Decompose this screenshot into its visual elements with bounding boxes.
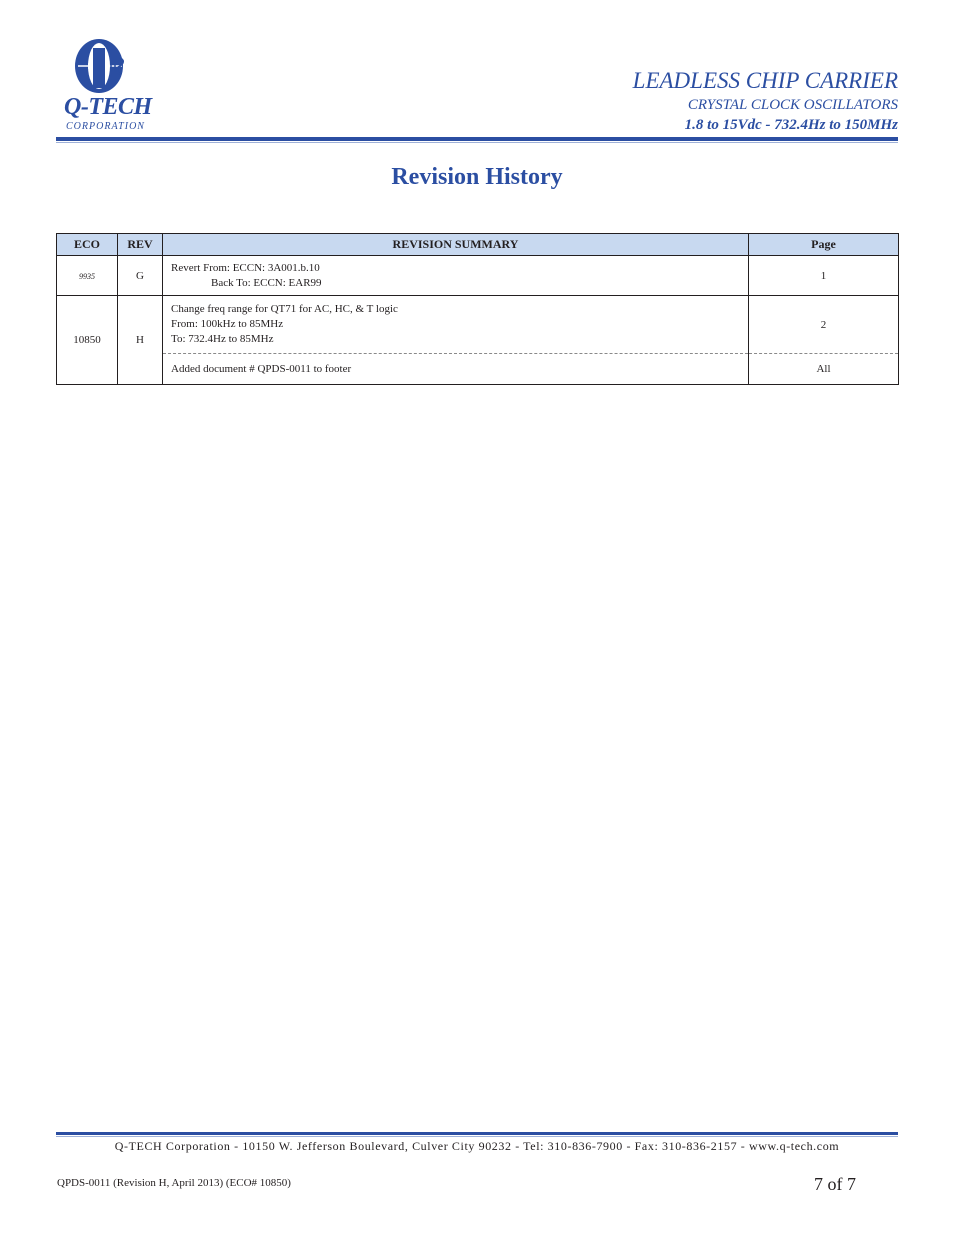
col-header-rev: REV [118, 234, 163, 256]
product-subtitle: CRYSTAL CLOCK OSCILLATORS [687, 97, 898, 113]
summary-line: Revert From: ECCN: 3A001.b.10 [171, 261, 320, 274]
footer-divider-thin [56, 1136, 898, 1137]
cell-page: 2 [749, 296, 899, 354]
cell-summary [163, 256, 749, 296]
footer-divider [56, 1132, 898, 1135]
footer-address: Q-TECH Corporation - 10150 W. Jefferson Boulevard, Culver City 90232 - Tel: 310-836-7900 - Fax: 310-836-2157 - www.q-tech.com [114, 1139, 840, 1153]
cell-page: 1 [749, 256, 899, 296]
page-title: Revision History [391, 164, 563, 190]
logo-wordmark: Q-TECH [64, 94, 152, 120]
table-row [57, 354, 899, 385]
cell-rev: H [118, 296, 163, 385]
col-header-eco: ECO [57, 234, 118, 256]
page-number: 7 of 7 [814, 1174, 856, 1194]
col-header-page: Page [749, 234, 899, 256]
table-header-row [57, 234, 899, 256]
summary-line: Change freq range for QT71 for AC, HC, & T logic [171, 303, 398, 315]
header-divider [56, 137, 898, 141]
product-title: LEADLESS CHIP CARRIER [632, 68, 898, 93]
product-range: 1.8 to 15Vdc - 732.4Hz to 150MHz [684, 117, 898, 133]
revision-table [56, 233, 899, 385]
cell-eco: 9935 [57, 256, 118, 296]
cell-summary [163, 296, 749, 354]
summary-line: To: 732.4Hz to 85MHz [171, 333, 274, 345]
cell-eco: 10850 [57, 296, 118, 385]
summary-line: Added document # QPDS-0011 to footer [171, 362, 352, 375]
logo-corporation: CORPORATION [66, 121, 145, 132]
footer-doc-id: QPDS-0011 (Revision H, April 2013) (ECO# 10850) [57, 1177, 291, 1189]
table-row [57, 296, 899, 354]
table-row [57, 256, 899, 296]
col-header-summary: REVISION SUMMARY [163, 234, 749, 256]
cell-summary [163, 354, 749, 385]
summary-line: Back To: ECCN: EAR99 [211, 276, 322, 289]
header-divider-thin [56, 142, 898, 143]
cell-rev: G [118, 256, 163, 296]
cell-page: All [749, 354, 899, 385]
summary-line: From: 100kHz to 85MHz [171, 318, 284, 330]
